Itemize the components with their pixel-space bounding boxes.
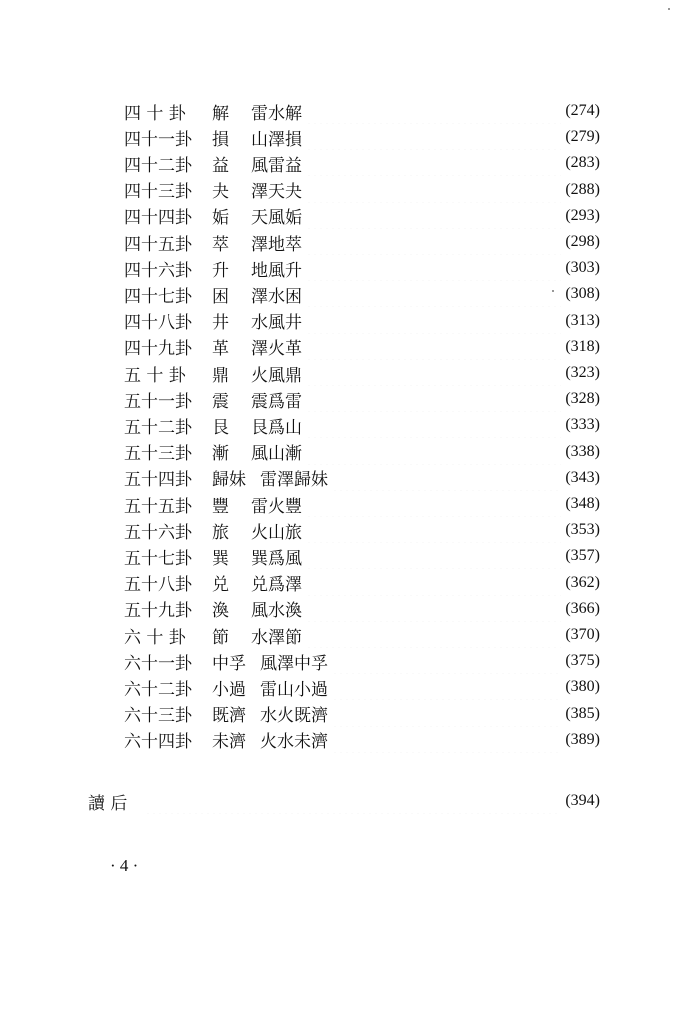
hexagram-title: 火山旅: [251, 522, 302, 543]
leader-dots: [306, 360, 561, 386]
hexagram-name: 既濟: [212, 706, 246, 727]
toc-entry[interactable]: [124, 648, 600, 674]
hexagram-name: 革: [212, 339, 229, 360]
hexagram-name: 姤: [212, 208, 229, 229]
toc-entry[interactable]: [124, 570, 600, 596]
page-ref: (362): [565, 573, 600, 591]
hexagram-title: 澤地萃: [251, 234, 302, 255]
leader-dots: [306, 439, 561, 465]
toc-entry[interactable]: [124, 412, 600, 438]
hexagram-number: 四十七卦: [124, 286, 192, 307]
hexagram-number: 五十八卦: [124, 575, 192, 596]
page-ref: (353): [565, 521, 600, 539]
hexagram-title: 澤水困: [251, 286, 302, 307]
hexagram-title: 巽爲風: [251, 548, 302, 569]
hexagram-name: 困: [212, 286, 229, 307]
leader-dots: [332, 727, 561, 753]
toc-entry[interactable]: [124, 255, 600, 281]
leader-dots: [306, 517, 561, 543]
toc-entry[interactable]: [124, 622, 600, 648]
leader-dots: [332, 648, 561, 674]
toc-entry[interactable]: [124, 124, 600, 150]
leader-dots: [306, 177, 561, 203]
hexagram-number: 五十二卦: [124, 417, 192, 438]
leader-dots: [306, 124, 561, 150]
leader-dots: [306, 386, 561, 412]
toc-entry[interactable]: [124, 543, 600, 569]
hexagram-name: 解: [212, 103, 229, 124]
toc-entry[interactable]: [124, 439, 600, 465]
leader-dots: [306, 596, 561, 622]
page-ref: (389): [565, 730, 600, 748]
hexagram-title: 地風升: [251, 260, 302, 281]
leader-dots: [332, 701, 561, 727]
hexagram-number: 五十九卦: [124, 601, 192, 622]
leader-dots: [306, 334, 561, 360]
page-ref: (274): [565, 102, 600, 119]
hexagram-title: 雷水解: [251, 103, 302, 124]
page-number: · 4 ·: [110, 856, 139, 875]
leader-dots: [306, 229, 561, 255]
leader-dots: [306, 570, 561, 596]
toc-entry[interactable]: [124, 491, 600, 517]
hexagram-title: 風水渙: [251, 601, 302, 622]
hexagram-name: 震: [212, 391, 229, 412]
hexagram-title: 天風姤: [251, 208, 302, 229]
page-ref: (279): [565, 128, 600, 146]
toc-entry[interactable]: [124, 727, 600, 753]
hexagram-name: 旅: [212, 522, 229, 543]
toc-entry[interactable]: [124, 229, 600, 255]
hexagram-number: 六 十 卦: [124, 627, 186, 648]
page-ref: (348): [565, 495, 600, 512]
hexagram-title: 兑爲澤: [251, 575, 302, 596]
hexagram-number: 四十九卦: [124, 339, 192, 360]
toc-entry[interactable]: [124, 465, 600, 491]
page-ref: (293): [565, 206, 600, 224]
hexagram-number: 六十二卦: [124, 679, 192, 700]
hexagram-name: 益: [212, 155, 229, 176]
hexagram-name: 夬: [212, 182, 229, 203]
toc-entry[interactable]: [124, 334, 600, 360]
hexagram-title: 水火既濟: [260, 706, 328, 727]
page-ref: (318): [565, 337, 600, 355]
page-ref: (375): [565, 652, 600, 670]
toc-entry[interactable]: [124, 596, 600, 622]
toc-entry[interactable]: [124, 386, 600, 412]
toc-entry[interactable]: [124, 308, 600, 334]
leader-dots: [332, 465, 561, 491]
hexagram-number: 五十六卦: [124, 522, 192, 543]
page-ref: (370): [565, 626, 600, 643]
hexagram-name: 鼎: [212, 365, 229, 386]
page-ref: (338): [565, 442, 600, 460]
hexagram-title: 風雷益: [251, 155, 302, 176]
hexagram-name: 兑: [212, 575, 229, 596]
hexagram-name: 未濟: [212, 732, 246, 753]
hexagram-number: 五十五卦: [124, 496, 192, 517]
page-ref: (288): [565, 180, 600, 198]
hexagram-number: 四十五卦: [124, 234, 192, 255]
hexagram-number: 四 十 卦: [124, 103, 186, 124]
leader-dots: [306, 281, 561, 307]
hexagram-number: 五 十 卦: [124, 365, 186, 386]
scan-speck: [668, 8, 670, 10]
hexagram-title: 風山漸: [251, 444, 302, 465]
hexagram-name: 巽: [212, 548, 229, 569]
hexagram-title: 火水未濟: [260, 732, 328, 753]
toc-entry[interactable]: [124, 98, 600, 124]
hexagram-name: 渙: [212, 601, 229, 622]
leader-dots: [306, 412, 561, 438]
hexagram-number: 四十八卦: [124, 313, 192, 334]
hexagram-number: 四十一卦: [124, 129, 192, 150]
page-ref: (283): [565, 154, 600, 172]
page-ref: (303): [565, 259, 600, 277]
hexagram-name: 節: [212, 627, 229, 648]
toc-entry[interactable]: [124, 150, 600, 176]
hexagram-title: 雷火豐: [251, 496, 302, 517]
hexagram-title: 山澤損: [251, 129, 302, 150]
hexagram-number: 四十四卦: [124, 208, 192, 229]
leader-dots: [306, 491, 561, 517]
hexagram-number: 五十七卦: [124, 548, 192, 569]
toc-entry[interactable]: [124, 177, 600, 203]
hexagram-number: 四十二卦: [124, 155, 192, 176]
leader-dots: [306, 308, 561, 334]
page-ref: (357): [565, 547, 600, 565]
hexagram-number: 五十四卦: [124, 470, 192, 491]
hexagram-name: 萃: [212, 234, 229, 255]
leader-dots: [332, 674, 561, 700]
leader-dots: [306, 543, 561, 569]
hexagram-number: 四十六卦: [124, 260, 192, 281]
toc-entry[interactable]: [124, 281, 600, 307]
leader-dots: [306, 255, 561, 281]
hexagram-number: 六十三卦: [124, 706, 192, 727]
hexagram-title: 艮爲山: [251, 417, 302, 438]
leader-dots: [306, 622, 561, 648]
page-ref: (385): [565, 704, 600, 722]
afterword-entry[interactable]: [88, 788, 600, 814]
hexagram-title: 澤天夬: [251, 182, 302, 203]
hexagram-title: 風澤中孚: [260, 653, 328, 674]
hexagram-name: 中孚: [212, 653, 246, 674]
hexagram-name: 損: [212, 129, 229, 150]
leader-dots: [306, 203, 561, 229]
hexagram-number: 五十一卦: [124, 391, 192, 412]
hexagram-title: 雷山小過: [260, 679, 328, 700]
hexagram-title: 雷澤歸妹: [260, 470, 328, 491]
hexagram-number: 四十三卦: [124, 182, 192, 203]
hexagram-name: 井: [212, 313, 229, 334]
page-ref: (366): [565, 599, 600, 617]
hexagram-title: 水澤節: [251, 627, 302, 648]
hexagram-name: 艮: [212, 417, 229, 438]
toc-entry[interactable]: [124, 517, 600, 543]
leader-dots: [306, 98, 561, 124]
hexagram-name: 豐: [212, 496, 229, 517]
toc-entry[interactable]: [124, 203, 600, 229]
hexagram-name: 歸妹: [212, 470, 246, 491]
toc-entry[interactable]: [124, 674, 600, 700]
hexagram-title: 震爲雷: [251, 391, 302, 412]
afterword-label: 讀 后: [88, 793, 128, 814]
hexagram-name: 小過: [212, 679, 246, 700]
page-ref: (333): [565, 416, 600, 434]
hexagram-name: 升: [212, 260, 229, 281]
hexagram-title: 火風鼎: [251, 365, 302, 386]
page-ref: (323): [565, 364, 600, 381]
toc-entry[interactable]: [124, 360, 600, 386]
page-ref: (313): [565, 311, 600, 329]
page-ref: (308): [565, 285, 600, 303]
hexagram-name: 漸: [212, 444, 229, 465]
hexagram-number: 六十一卦: [124, 653, 192, 674]
hexagram-title: 澤火革: [251, 339, 302, 360]
toc-entry[interactable]: [124, 701, 600, 727]
afterword-page: (394): [565, 792, 600, 809]
leader-dots: [145, 788, 561, 814]
hexagram-number: 五十三卦: [124, 444, 192, 465]
hexagram-title: 水風井: [251, 313, 302, 334]
page-ref: (298): [565, 233, 600, 250]
page-ref: (328): [565, 390, 600, 408]
scan-speck: [552, 290, 554, 292]
leader-dots: [306, 150, 561, 176]
page-ref: (380): [565, 678, 600, 696]
hexagram-number: 六十四卦: [124, 732, 192, 753]
page-ref: (343): [565, 468, 600, 486]
